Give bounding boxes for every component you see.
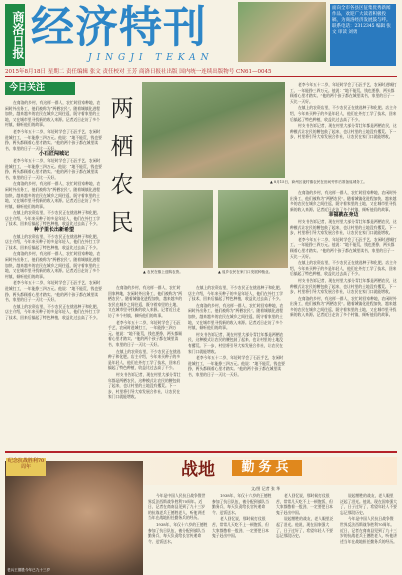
photo-left: [143, 190, 213, 268]
lead-paragraph: 在商洛的乡村，有这样一群人，农忙时回家种地，农闲时外出务工，他们被称为“两栖农民”。随着城镇化进程加快，越来越多的农民在城乡之间往返，既守着家里的土地，又在城市里寻找新的收入来源。记者近日走访了多个村镇，倾听他们的故事。: [5, 181, 101, 209]
lead-paragraph: 老李今年五十二岁，年轻时学会了石匠手艺，农闲时进城打工，一年能挣三四万元。他说：“地不能荒，钱也要挣，两头都顾着心里才踏实。”他的两个孩子都在城里读书，家里的日子一天比一天好。: [5, 157, 102, 180]
lead-paragraph: 老李今年五十二岁，年轻时学会了石匠手艺，农闲时进城打工，一年能挣三四万元。他说：“地不能荒，钱也要挣，两头都顾着心里才踏实。”他的两个孩子都在城里读书，家里的日子一天比一天好。: [108, 319, 183, 347]
feature-paragraph: 1938年，年仅十六岁的王德胜参加了抗日队伍，被分配到部队当勤务兵，每天负责给长官传递命令、送饭送水。: [148, 521, 208, 544]
photo-right: [218, 190, 288, 268]
subheading: 种子里长出新希望: [33, 227, 74, 234]
lead-paragraph: 在镇上的农资店里，不少农民正在挑选种子和化肥。店主介绍，今年来买种子的多是年轻人，他们在外打工学了技术，回来后搞起了特色种植，收益比过去高了不少。: [188, 285, 284, 302]
lead-paragraph: 在商洛的乡村，有这样一群人，农忙时回家种地，农闲时外出务工，他们被称为“两栖农民”。随着城镇化进程加快，越来越多的农民在城乡之间往返，既守着家里的土地，又在城市里寻找新的收入来源。记者近日走访了多个村镇，倾听他们的故事。: [188, 302, 284, 331]
lead-column-2: [108, 285, 183, 445]
lead-column-3: [188, 285, 286, 445]
feature-title-a: 战地: [181, 460, 215, 480]
lead-paragraph: 在镇上的农资店里，不少农民正在挑选种子和化肥。店主介绍，今年来买种子的多是年轻人，他们在外打工学了技术，回来后搞起了特色种植，收益比过去高了不少。: [290, 105, 397, 122]
side-title: 商洛日报: [5, 4, 25, 66]
lead-paragraph: 在商洛的乡村，有这样一群人，农忙时回家种地，农闲时外出务工，他们被称为“两栖农民”。随着城镇化进程加快，越来越多的农民在城乡之间往返，既守着家里的土地，又在城市里寻找新的收入来源。记者近日走访了多个村镇，倾听他们的故事。: [5, 100, 101, 128]
feature-paragraph: 说起牺牲的战友，老人眼里泛起了泪光。他说，现在国家强大了，日子过好了，希望年轻人不要忘记那段历史。: [340, 493, 397, 515]
lead-paragraph: 村支书告诉记者，现在村里大部分青壮年都是两栖农民，这种模式让农民的腰包鼓了起来，也让村里的土地没有撂荒。下一步，村里将引导大家发展合作社，让农民在家门口就能增收。: [188, 331, 284, 354]
lead-column-4: [290, 190, 397, 445]
photo-left-caption: ▲ 农民在镇上选购农资。: [143, 270, 183, 274]
lead-paragraph: 老李今年五十二岁，年轻时学会了石匠手艺，农闲时进城打工，一年能挣三四万元。他说：“地不能荒，钱也要挣，两头都顾着心里才踏实。”他的两个孩子都在城里读书，家里的日子一天比一天好。: [5, 128, 102, 151]
lead-column-1: [5, 100, 103, 445]
section-divider: [5, 451, 397, 453]
anniversary-tag: 纪念抗战胜利70周年: [6, 458, 46, 476]
feature-paragraph: 老人回忆说，那时候打仗很苦，常常几天吃不上一顿饱饭，但大家都憋着一股劲，一定要把日本鬼子赶出中国。: [212, 516, 269, 539]
feature-paragraph: 说起牺牲的战友，老人眼里泛起了泪光。他说，现在国家强大了，日子过好了，希望年轻人不要忘记那段历史。: [276, 516, 334, 539]
feature-photo-caption: 老兵王德胜今年已九十三岁: [7, 568, 51, 572]
headline-char: 农: [110, 172, 134, 198]
masthead-photo: [238, 2, 326, 62]
feature-title-b: 勤务兵: [232, 460, 302, 476]
lead-paragraph: 村支书告诉记者，现在村里大部分青壮年都是两栖农民，这种模式让农民的腰包鼓了起来，也让村里的土地没有撂荒。下一步，村里将引导大家发展合作社，让农民在家门口就能增收。: [290, 218, 397, 236]
masthead-pinyin: JINGJI TEKAN: [88, 53, 214, 63]
feature-paragraph: 老人回忆说，那时候打仗很苦，常常几天吃不上一顿饱饭，但大家都憋着一股劲，一定要把日本鬼子赶出中国。: [276, 493, 333, 515]
lead-paragraph: 老李今年五十二岁，年轻时学会了石匠手艺，农闲时进城打工，一年能挣三四万元。他说：“地不能荒，钱也要挣，两头都顾着心里才踏实。”他的两个孩子都在城里读书，家里的日子一天比一天好。: [290, 82, 397, 104]
feature-column-1: [148, 493, 208, 573]
section-tag: 今日关注: [5, 82, 75, 95]
lead-paragraph: 老李今年五十二岁，年轻时学会了石匠手艺，农闲时进城打工，一年能挣三四万元。他说：“地不能荒，钱也要挣，两头都顾着心里才踏实。”他的两个孩子都在城里读书，家里的日子一天比一天好。: [290, 236, 397, 259]
feature-paragraph: 今年是中国人民抗日战争暨世界反法西斯战争胜利70周年。近日，记者在商南县见到了九十三岁的抗战老兵王德胜老人，听他讲述当年在战地担任勤务兵的经历。: [148, 493, 206, 521]
subheading: 小石匠闯城记: [38, 151, 69, 158]
lead-paragraph: 在镇上的农资店里，不少农民正在挑选种子和化肥。店主介绍，今年来买种子的多是年轻人，他们在外打工学了技术，回来后搞起了特色种植，收益比过去高了不少。: [5, 210, 101, 227]
lead-photo: [142, 82, 285, 178]
lead-paragraph: 在镇上的农资店里，不少农民正在挑选种子和化肥。店主介绍，今年来买种子的多是年轻人，他们在外打工学了技术，回来后搞起了特色种植，收益比过去高了不少。: [5, 233, 101, 250]
headline-char: 两: [110, 96, 134, 122]
subheading: 幸福就在身边: [328, 212, 359, 219]
lead-paragraph: 老李今年五十二岁，年轻时学会了石匠手艺，农闲时进城打工，一年能挣三四万元。他说：“地不能荒，钱也要挣，两头都顾着心里才踏实。”他的两个孩子都在城里读书，家里的日子一天比一天好。: [188, 355, 285, 377]
lead-paragraph: 在商洛的乡村，有这样一群人，农忙时回家种地，农闲时外出务工，他们被称为“两栖农民”。随着城镇化进程加快，越来越多的农民在城乡之间往返，既守着家里的土地，又在城市里寻找新的收入来源。记者近日走访了多个村镇，倾听他们的故事。: [290, 295, 397, 318]
feature-column-4: [340, 493, 397, 573]
feature-column-2: [212, 493, 272, 573]
lead-paragraph: 在商洛的乡村，有这样一群人，农忙时回家种地，农闲时外出务工，他们被称为“两栖农民”。随着城镇化进程加快，越来越多的农民在城乡之间往返，既守着家里的土地，又在城市里寻找新的收入来源。记者近日走访了多个村镇，倾听他们的故事。: [5, 251, 101, 279]
lead-paragraph: 在镇上的农资店里，不少农民正在挑选种子和化肥。店主介绍，今年来买种子的多是年轻人，他们在外打工学了技术，回来后搞起了特色种植，收益比过去高了不少。: [290, 260, 397, 277]
dateline: 2015年8月18日 星期二 责任编辑 张文 责任校对 王芳 商洛日报社出版 国内统一连续出版物号 CN61—0045: [5, 68, 397, 77]
lead-paragraph: 在镇上的农资店里，不少农民正在挑选种子和化肥。店主介绍，今年来买种子的多是年轻人，他们在外打工学了技术，回来后搞起了特色种植，收益比过去高了不少。: [5, 303, 101, 320]
masthead-title: 经济特刊: [31, 3, 207, 53]
lead-paragraph: 在商洛的乡村，有这样一群人，农忙时回家种地，农闲时外出务工，他们被称为“两栖农民”。随着城镇化进程加快，越来越多的农民在城乡之间往返，既守着家里的土地，又在城市里寻找新的收入来源。记者近日走访了多个村镇，倾听他们的故事。: [290, 190, 397, 212]
feature-paragraph: 今年是中国人民抗日战争暨世界反法西斯战争胜利70周年。近日，记者在商南县见到了九十三岁的抗战老兵王德胜老人，听他讲述当年在战地担任勤务兵的经历。: [340, 516, 397, 544]
lead-paragraph: 老李今年五十二岁，年轻时学会了石匠手艺，农闲时进城打工，一年能挣三四万元。他说：“地不能荒，钱也要挣，两头都顾着心里才踏实。”他的两个孩子都在城里读书，家里的日子一天比一天好。: [5, 280, 102, 303]
lead-headline: [108, 90, 136, 280]
feature-photo: [5, 461, 143, 575]
lead-paragraph: 在镇上的农资店里，不少农民正在挑选种子和化肥。店主介绍，今年来买种子的多是年轻人，他们在外打工学了技术，回来后搞起了特色种植，收益比过去高了不少。: [108, 348, 181, 371]
lead-paragraph: 村支书告诉记者，现在村里大部分青壮年都是两栖农民，这种模式让农民的腰包鼓了起来，也让村里的土地没有撂荒。下一步，村里将引导大家发展合作社，让农民在家门口就能增收。: [290, 277, 397, 295]
photo-right-caption: ▲ 返乡农民在家门口发展种植业。: [218, 270, 273, 274]
lead-paragraph: 在商洛的乡村，有这样一群人，农忙时回家种地，农闲时外出务工，他们被称为“两栖农民”。随着城镇化进程加快，越来越多的农民在城乡之间往返，既守着家里的土地，又在城市里寻找新的收入来源。记者近日走访了多个村镇，倾听他们的故事。: [108, 285, 183, 318]
lead-column-right-top: [290, 82, 397, 182]
headline-char: 栖: [110, 134, 134, 160]
lead-photo-caption: ▲ 8月15日，商州区夜村镇农民在田间劳作后准备返城务工。: [270, 180, 368, 184]
feature-column-3: [276, 493, 336, 573]
lead-paragraph: 村支书告诉记者，现在村里大部分青壮年都是两栖农民，这种模式让农民的腰包鼓了起来，也让村里的土地没有撂荒。下一步，村里将引导大家发展合作社，让农民在家门口就能增收。: [108, 371, 181, 400]
feature-paragraph: 1938年，年仅十六岁的王德胜参加了抗日队伍，被分配到部队当勤务兵，每天负责给长官传递命令、送饭送水。: [212, 493, 272, 515]
notice-box: 面向全市各县区征集优秀新闻作品，欢迎广大读者积极投稿，为商洛经济发展鼓与呼。联系电话：2312345 编辑 张文 审读 刘勇: [330, 4, 396, 66]
headline-char: 民: [110, 210, 134, 236]
feature-byline: 文/图 记者 张 华: [251, 486, 281, 491]
lead-paragraph: 村支书告诉记者，现在村里大部分青壮年都是两栖农民，这种模式让农民的腰包鼓了起来，也让村里的土地没有撂荒。下一步，村里将引导大家发展合作社，让农民在家门口就能增收。: [290, 123, 397, 140]
